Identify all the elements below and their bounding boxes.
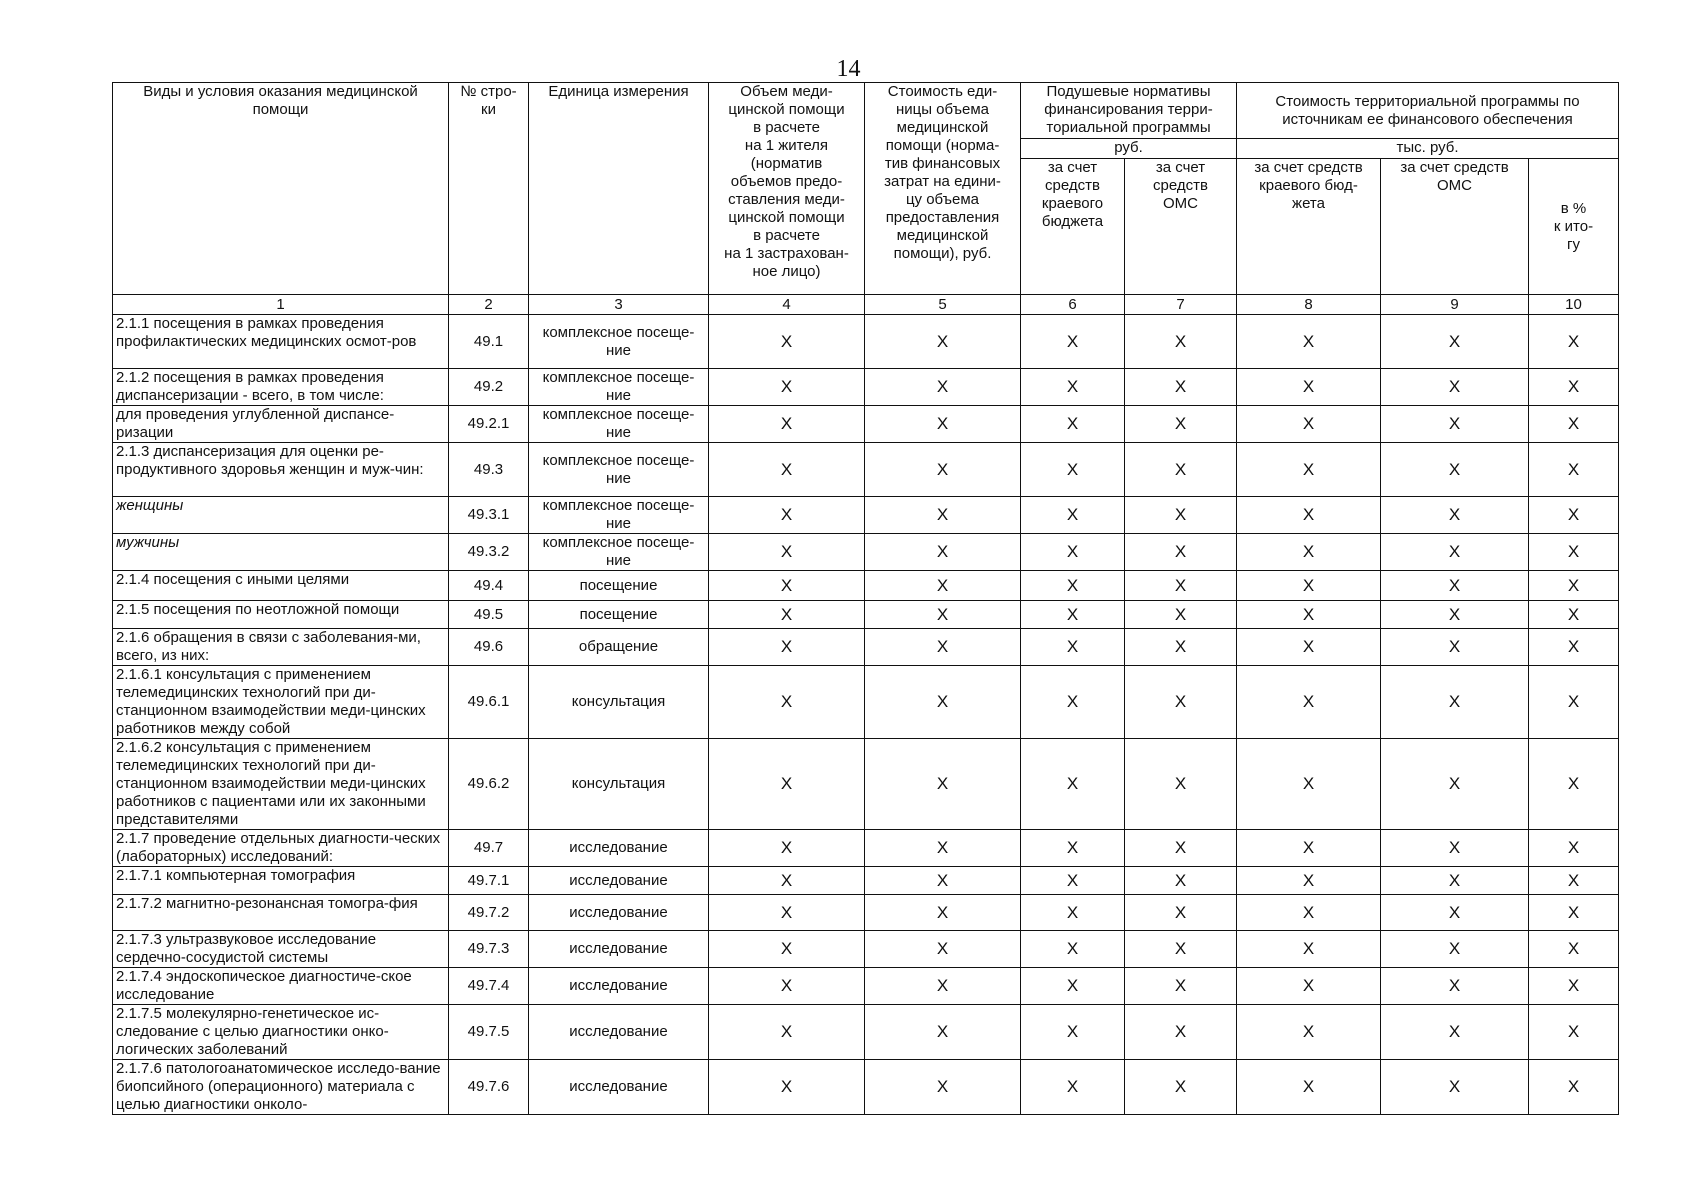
value-cell: X — [1021, 601, 1125, 629]
table-row — [113, 315, 1619, 369]
value-cell: X — [1021, 629, 1125, 666]
value-cell: X — [1021, 830, 1125, 867]
row-unit-cell — [529, 369, 709, 406]
table-row — [113, 406, 1619, 443]
value-cell: X — [1529, 601, 1619, 629]
column-number: 6 — [1021, 295, 1125, 315]
row-number: 49.7.3 — [449, 931, 529, 968]
row-unit-cell — [529, 867, 709, 895]
row-number: 49.7 — [449, 830, 529, 867]
row-number: 49.7.5 — [449, 1005, 529, 1060]
row-name: женщины — [116, 497, 184, 514]
table-row — [113, 931, 1619, 968]
value-cell: X — [1125, 443, 1237, 497]
header-unit: Единица измерения — [529, 83, 709, 295]
value-cell: X — [1125, 1005, 1237, 1060]
value-cell: X — [1125, 895, 1237, 931]
row-name: 2.1.7.5 молекулярно-генетическое ис-следование с целью диагностики онко-логических заболеваний — [116, 1005, 389, 1058]
value-cell: X — [865, 571, 1021, 601]
value-cell: X — [1021, 895, 1125, 931]
value-cell: X — [1237, 1005, 1381, 1060]
value-cell: X — [1529, 739, 1619, 830]
value-cell: X — [1529, 443, 1619, 497]
row-name: 2.1.7.3 ультразвуковое исследование сердечно-сосудистой системы — [116, 931, 377, 966]
row-name: 2.1.7 проведение отдельных диагности-ческих (лабораторных) исследований: — [116, 830, 441, 865]
table-body — [113, 315, 1619, 1115]
row-unit-cell — [529, 666, 709, 739]
row-number: 49.7.1 — [449, 867, 529, 895]
value-cell: X — [1237, 497, 1381, 534]
value-cell: X — [1237, 571, 1381, 601]
value-cell: X — [865, 497, 1021, 534]
value-cell: X — [1529, 369, 1619, 406]
row-unit-cell — [529, 443, 709, 497]
value-cell: X — [1237, 369, 1381, 406]
row-name-cell — [113, 369, 449, 406]
row-name-cell — [113, 534, 449, 571]
row-unit-cell — [529, 739, 709, 830]
value-cell: X — [1021, 497, 1125, 534]
value-cell: X — [1237, 867, 1381, 895]
table-row — [113, 739, 1619, 830]
value-cell: X — [1125, 830, 1237, 867]
value-cell: X — [1021, 739, 1125, 830]
row-name: 2.1.3 диспансеризация для оценки ре-продуктивного здоровья женщин и муж-чин: — [116, 443, 424, 478]
row-unit: посещение — [579, 576, 658, 594]
value-cell: X — [1237, 406, 1381, 443]
header-normatives-unit: руб. — [1021, 139, 1237, 159]
value-cell: X — [709, 666, 865, 739]
row-name-cell — [113, 443, 449, 497]
row-unit: консультация — [571, 775, 666, 792]
table-row — [113, 1005, 1619, 1060]
value-cell: X — [1529, 497, 1619, 534]
column-number: 10 — [1529, 295, 1619, 315]
row-number: 49.6.1 — [449, 666, 529, 739]
value-cell: X — [1381, 443, 1529, 497]
header-regional-budget: за счет средств краевого бюджета — [1021, 159, 1125, 295]
value-cell: X — [865, 443, 1021, 497]
row-unit: исследование — [569, 940, 668, 957]
value-cell: X — [709, 571, 865, 601]
value-cell: X — [709, 629, 865, 666]
row-number: 49.6 — [449, 629, 529, 666]
value-cell: X — [1021, 571, 1125, 601]
row-unit-cell — [529, 629, 709, 666]
header-normatives-group: Подушевые нормативы финансирования терри- ториальной программы — [1021, 83, 1237, 139]
row-name-cell — [113, 895, 449, 931]
value-cell: X — [1125, 369, 1237, 406]
value-cell: X — [1237, 666, 1381, 739]
row-unit: исследование — [569, 1078, 668, 1095]
row-number: 49.1 — [449, 315, 529, 369]
table-row — [113, 571, 1619, 601]
value-cell: X — [1381, 315, 1529, 369]
value-cell: X — [865, 1005, 1021, 1060]
table-row — [113, 1060, 1619, 1115]
value-cell: X — [1237, 534, 1381, 571]
table-row — [113, 666, 1619, 739]
value-cell: X — [865, 739, 1021, 830]
value-cell: X — [1021, 968, 1125, 1005]
row-number: 49.7.2 — [449, 895, 529, 931]
row-name-cell — [113, 931, 449, 968]
row-name-cell — [113, 968, 449, 1005]
row-unit: исследование — [569, 903, 668, 921]
value-cell: X — [1381, 931, 1529, 968]
row-unit: обращение — [578, 638, 659, 655]
value-cell: X — [1381, 534, 1529, 571]
row-name-cell — [113, 739, 449, 830]
table-row — [113, 601, 1619, 629]
value-cell: X — [1237, 968, 1381, 1005]
value-cell: X — [1381, 867, 1529, 895]
row-name: 2.1.6 обращения в связи с заболевания-ми, всего, из них: — [116, 629, 421, 664]
row-number: 49.5 — [449, 601, 529, 629]
row-number: 49.2.1 — [449, 406, 529, 443]
row-unit-cell — [529, 968, 709, 1005]
row-unit-cell — [529, 315, 709, 369]
row-unit: исследование — [569, 871, 668, 889]
value-cell: X — [1125, 867, 1237, 895]
row-unit-cell — [529, 830, 709, 867]
value-cell: X — [1529, 571, 1619, 601]
value-cell: X — [709, 406, 865, 443]
value-cell: X — [1529, 968, 1619, 1005]
header-percent-total: в % к ито- гу — [1529, 159, 1619, 295]
table-row — [113, 968, 1619, 1005]
value-cell: X — [865, 315, 1021, 369]
row-name-cell — [113, 315, 449, 369]
page-number: 14 — [836, 56, 861, 82]
header-oms: за счет средств ОМС — [1125, 159, 1237, 295]
column-number: 3 — [529, 295, 709, 315]
table-row — [113, 443, 1619, 497]
value-cell: X — [709, 739, 865, 830]
value-cell: X — [1021, 867, 1125, 895]
value-cell: X — [1381, 666, 1529, 739]
column-number: 8 — [1237, 295, 1381, 315]
value-cell: X — [709, 315, 865, 369]
value-cell: X — [1381, 571, 1529, 601]
header-program-cost-group: Стоимость территориальной программы по источникам ее финансового обеспечения — [1237, 83, 1619, 139]
table-row — [113, 497, 1619, 534]
value-cell: X — [865, 369, 1021, 406]
row-name-cell — [113, 666, 449, 739]
header-cost-oms: за счет средств ОМС — [1381, 159, 1529, 295]
row-number: 49.3.1 — [449, 497, 529, 534]
row-name-cell — [113, 867, 449, 895]
value-cell: X — [1381, 895, 1529, 931]
value-cell: X — [1021, 534, 1125, 571]
column-number: 4 — [709, 295, 865, 315]
value-cell: X — [1021, 931, 1125, 968]
row-name-cell — [113, 497, 449, 534]
header-row-number: № стро- ки — [449, 83, 529, 295]
row-unit: комплексное посеще- ние — [542, 406, 695, 441]
row-name-cell — [113, 629, 449, 666]
row-unit: посещение — [579, 605, 658, 623]
value-cell: X — [1237, 931, 1381, 968]
row-number: 49.7.4 — [449, 968, 529, 1005]
row-name: мужчины — [116, 534, 180, 551]
row-unit-cell — [529, 931, 709, 968]
value-cell: X — [1529, 315, 1619, 369]
value-cell: X — [1125, 406, 1237, 443]
value-cell: X — [1125, 931, 1237, 968]
value-cell: X — [1529, 830, 1619, 867]
value-cell: X — [709, 1060, 865, 1115]
value-cell: X — [1021, 369, 1125, 406]
value-cell: X — [1125, 315, 1237, 369]
header-unit-cost: Стоимость еди- ницы объема медицинской помощи (норма- тив финансовых затрат на едини- цу объема предоставления медицинской помощи), руб. — [865, 83, 1021, 295]
column-number: 2 — [449, 295, 529, 315]
table-row — [113, 369, 1619, 406]
row-name: для проведения углубленной диспансе-ризации — [116, 406, 395, 441]
value-cell: X — [865, 406, 1021, 443]
value-cell: X — [1529, 867, 1619, 895]
value-cell: X — [1381, 830, 1529, 867]
row-number: 49.4 — [449, 571, 529, 601]
value-cell: X — [1381, 1005, 1529, 1060]
value-cell: X — [1381, 369, 1529, 406]
value-cell: X — [865, 931, 1021, 968]
value-cell: X — [1237, 1060, 1381, 1115]
value-cell: X — [1529, 931, 1619, 968]
row-unit-cell — [529, 406, 709, 443]
table-row — [113, 895, 1619, 931]
row-number: 49.3.2 — [449, 534, 529, 571]
column-number: 7 — [1125, 295, 1237, 315]
value-cell: X — [709, 534, 865, 571]
value-cell: X — [709, 1005, 865, 1060]
table-row — [113, 534, 1619, 571]
value-cell: X — [1237, 895, 1381, 931]
row-name: 2.1.2 посещения в рамках проведения диспансеризации - всего, в том числе: — [116, 369, 384, 404]
value-cell: X — [1381, 601, 1529, 629]
value-cell: X — [1529, 406, 1619, 443]
value-cell: X — [865, 968, 1021, 1005]
value-cell: X — [865, 629, 1021, 666]
row-name-cell — [113, 406, 449, 443]
value-cell: X — [1125, 497, 1237, 534]
value-cell: X — [1125, 601, 1237, 629]
row-unit-cell — [529, 895, 709, 931]
value-cell: X — [865, 534, 1021, 571]
value-cell: X — [709, 497, 865, 534]
value-cell: X — [865, 867, 1021, 895]
row-name-cell — [113, 571, 449, 601]
row-number: 49.3 — [449, 443, 529, 497]
row-unit: исследование — [569, 1023, 668, 1040]
value-cell: X — [1237, 830, 1381, 867]
value-cell: X — [1021, 406, 1125, 443]
column-number: 5 — [865, 295, 1021, 315]
table-row — [113, 867, 1619, 895]
value-cell: X — [1021, 666, 1125, 739]
value-cell: X — [1125, 571, 1237, 601]
row-name: 2.1.1 посещения в рамках проведения профилактических медицинских осмот-ров — [116, 315, 417, 350]
value-cell: X — [1529, 629, 1619, 666]
row-name: 2.1.6.2 консультация с применением телемедицинских технологий при ди-станционном взаимодействии меди-цинских работников с пациентами или их законными представителями — [116, 739, 426, 828]
value-cell: X — [865, 830, 1021, 867]
row-unit-cell — [529, 497, 709, 534]
value-cell: X — [1237, 315, 1381, 369]
row-unit: исследование — [569, 977, 668, 994]
row-unit-cell — [529, 1005, 709, 1060]
value-cell: X — [1529, 1060, 1619, 1115]
header-cost-regional-budget: за счет средств краевого бюд- жета — [1237, 159, 1381, 295]
row-number: 49.7.6 — [449, 1060, 529, 1115]
value-cell: X — [1125, 534, 1237, 571]
row-name-cell — [113, 1005, 449, 1060]
row-unit: комплексное посеще- ние — [542, 451, 695, 487]
value-cell: X — [709, 443, 865, 497]
value-cell: X — [1125, 739, 1237, 830]
header-kinds-of-care: Виды и условия оказания медицинской помощи — [113, 83, 449, 295]
column-numbers-row — [113, 295, 1619, 315]
row-number: 49.2 — [449, 369, 529, 406]
financing-table — [112, 82, 1619, 1115]
value-cell: X — [709, 895, 865, 931]
header-program-cost-unit: тыс. руб. — [1237, 139, 1619, 159]
value-cell: X — [1021, 315, 1125, 369]
row-name-cell — [113, 830, 449, 867]
row-name-cell — [113, 601, 449, 629]
row-unit-cell — [529, 571, 709, 601]
value-cell: X — [709, 830, 865, 867]
value-cell: X — [1237, 601, 1381, 629]
row-unit: комплексное посеще- ние — [542, 323, 695, 359]
value-cell: X — [865, 666, 1021, 739]
value-cell: X — [865, 895, 1021, 931]
row-name: 2.1.7.1 компьютерная томография — [116, 867, 356, 884]
row-unit: исследование — [569, 839, 668, 856]
table-header — [113, 83, 1619, 315]
row-name: 2.1.5 посещения по неотложной помощи — [116, 601, 400, 618]
value-cell: X — [1381, 739, 1529, 830]
value-cell: X — [1021, 1060, 1125, 1115]
value-cell: X — [1237, 443, 1381, 497]
row-unit: комплексное посеще- ние — [542, 534, 695, 569]
value-cell: X — [1021, 1005, 1125, 1060]
table-row — [113, 830, 1619, 867]
value-cell: X — [1237, 739, 1381, 830]
row-unit-cell — [529, 534, 709, 571]
table-row — [113, 629, 1619, 666]
value-cell: X — [1381, 629, 1529, 666]
value-cell: X — [709, 369, 865, 406]
row-name: 2.1.7.2 магнитно-резонансная томогра-фия — [116, 895, 418, 912]
value-cell: X — [1381, 1060, 1529, 1115]
value-cell: X — [1125, 968, 1237, 1005]
value-cell: X — [709, 968, 865, 1005]
value-cell: X — [709, 601, 865, 629]
row-unit: комплексное посеще- ние — [542, 497, 695, 532]
value-cell: X — [1529, 666, 1619, 739]
row-name: 2.1.7.4 эндоскопическое диагностиче-ское исследование — [116, 968, 412, 1003]
row-unit: комплексное посеще- ние — [542, 369, 695, 404]
value-cell: X — [1381, 406, 1529, 443]
row-name: 2.1.4 посещения с иными целями — [116, 571, 350, 588]
row-unit-cell — [529, 601, 709, 629]
column-number: 9 — [1381, 295, 1529, 315]
value-cell: X — [1021, 443, 1125, 497]
row-name: 2.1.7.6 патологоанатомическое исследо-вание биопсийного (операционного) материала с целью диагностики онколо- — [116, 1060, 441, 1113]
value-cell: X — [1125, 629, 1237, 666]
row-unit: консультация — [571, 693, 666, 710]
row-name: 2.1.6.1 консультация с применением телемедицинских технологий при ди-станционном взаимодействии меди-цинских работников между собой — [116, 666, 426, 737]
value-cell: X — [1529, 1005, 1619, 1060]
row-name-cell — [113, 1060, 449, 1115]
value-cell: X — [709, 867, 865, 895]
value-cell: X — [1237, 629, 1381, 666]
value-cell: X — [1529, 895, 1619, 931]
row-unit-cell — [529, 1060, 709, 1115]
value-cell: X — [709, 931, 865, 968]
column-number: 1 — [113, 295, 449, 315]
value-cell: X — [865, 601, 1021, 629]
value-cell: X — [1125, 1060, 1237, 1115]
header-volume: Объем меди- цинской помощи в расчете на 1 жителя (норматив объемов предо- ставления меди- цинской помощи в расчете на 1 застрахован- ное лицо) — [709, 83, 865, 295]
value-cell: X — [1381, 497, 1529, 534]
value-cell: X — [865, 1060, 1021, 1115]
value-cell: X — [1529, 534, 1619, 571]
value-cell: X — [1125, 666, 1237, 739]
value-cell: X — [1381, 968, 1529, 1005]
row-number: 49.6.2 — [449, 739, 529, 830]
